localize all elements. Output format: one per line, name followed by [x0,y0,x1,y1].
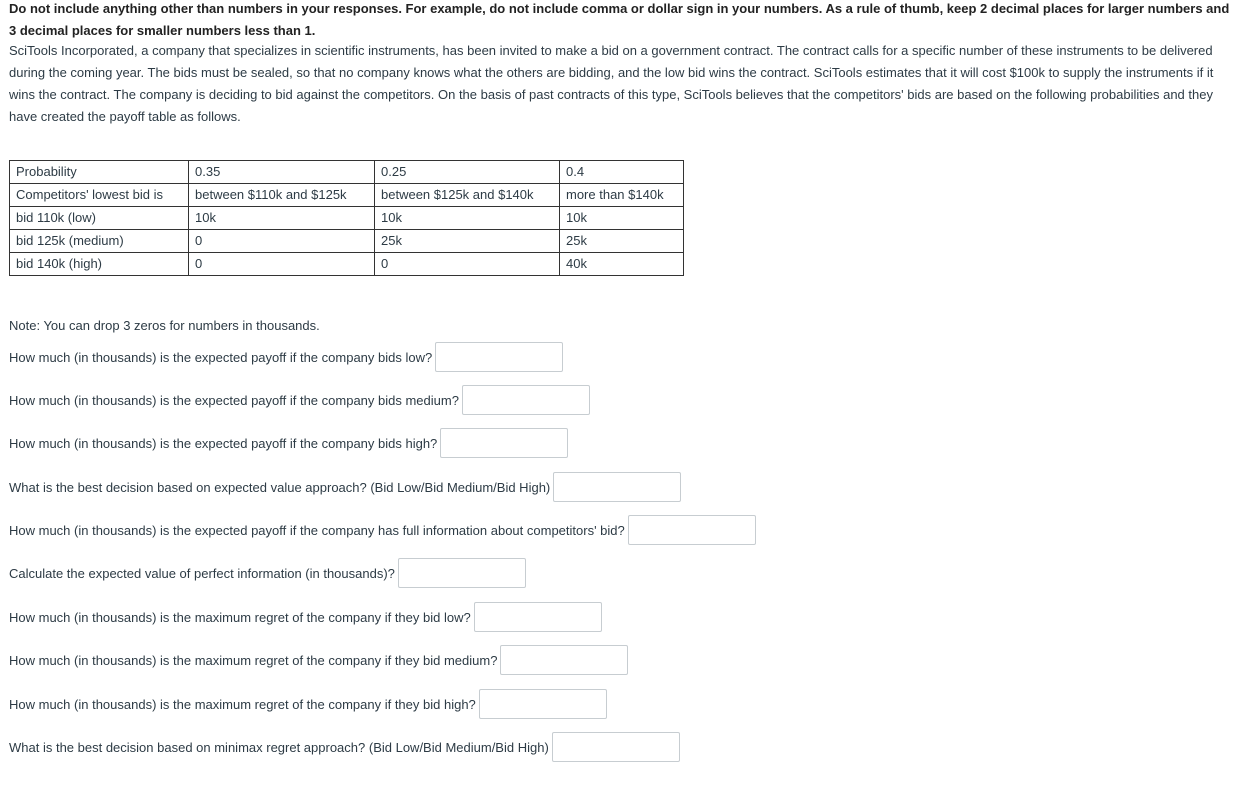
answer-input[interactable] [479,689,607,719]
question-label: How much (in thousands) is the maximum regret of the company if they bid high? [9,696,476,712]
question-max-regret-high [9,687,607,721]
table-cell: 0.35 [189,161,375,184]
table-row [10,184,684,207]
table-cell: 25k [375,230,560,253]
table-cell: 0 [189,253,375,276]
problem-statement: SciTools Incorporated, a company that specializes in scientific instruments, has been invited to make a bid on a government contract. The contract calls for a specific number of these instruments to be delivered during the coming year. The bids must be sealed, so that no company knows what the others are bidding, and the low bid wins the contract. SciTools estimates that it will cost $100k to supply the instruments if it wins the contract. The company is deciding to bid against the competitors. On the basis of past contracts of this type, SciTools believes that the competitors' bids are based on the following probabilities and they have created the payoff table as follows. [9,43,1214,124]
question-expected-payoff-low [9,340,563,374]
table-cell: 10k [375,207,560,230]
question-expected-payoff-high [9,426,568,460]
table-cell: 0 [375,253,560,276]
answer-input[interactable] [398,558,526,588]
payoff-table [9,160,684,276]
answer-input[interactable] [462,385,590,415]
question-label: How much (in thousands) is the expected payoff if the company has full information about competitors' bid? [9,522,625,538]
question-label: What is the best decision based on minimax regret approach? (Bid Low/Bid Medium/Bid High) [9,739,549,755]
question-label: How much (in thousands) is the maximum regret of the company if they bid medium? [9,652,498,668]
question-best-decision-ev [9,470,681,504]
table-row [10,230,684,253]
instructions: Do not include anything other than numbers in your responses. For example, do not include comma or dollar sign in your numbers. As a rule of thumb, keep 2 decimal places for larger numbers and 3 decimal places for smaller numbers less than 1. [9,1,1230,38]
table-cell: bid 125k (medium) [10,230,189,253]
question-expected-payoff-full-info [9,513,756,547]
answer-input[interactable] [435,342,563,372]
answer-input[interactable] [628,515,756,545]
note-text: Note: You can drop 3 zeros for numbers in thousands. [9,318,320,333]
table-cell: 0.4 [560,161,684,184]
table-cell: 0.25 [375,161,560,184]
question-expected-payoff-medium [9,383,590,417]
table-row [10,161,684,184]
table-cell: 10k [189,207,375,230]
question-max-regret-low [9,600,602,634]
question-label: How much (in thousands) is the expected payoff if the company bids high? [9,435,438,451]
answer-input[interactable] [500,645,628,675]
question-evpi [9,556,526,590]
answer-input[interactable] [552,732,680,762]
table-cell: between $125k and $140k [375,184,560,207]
answer-input[interactable] [440,428,568,458]
question-label: How much (in thousands) is the expected payoff if the company bids low? [9,349,433,365]
table-cell: 25k [560,230,684,253]
answer-input[interactable] [553,472,681,502]
table-cell: more than $140k [560,184,684,207]
table-cell: Competitors' lowest bid is [10,184,189,207]
table-cell: 10k [560,207,684,230]
table-cell: bid 140k (high) [10,253,189,276]
question-label: How much (in thousands) is the expected payoff if the company bids medium? [9,392,459,408]
table-row [10,207,684,230]
table-cell: between $110k and $125k [189,184,375,207]
table-row [10,253,684,276]
question-label: Calculate the expected value of perfect information (in thousands)? [9,565,395,581]
question-best-decision-minimax [9,730,680,764]
answer-input[interactable] [474,602,602,632]
question-label: What is the best decision based on expected value approach? (Bid Low/Bid Medium/Bid High) [9,479,551,495]
table-cell: Probability [10,161,189,184]
table-cell: 0 [189,230,375,253]
question-label: How much (in thousands) is the maximum regret of the company if they bid low? [9,609,471,625]
question-max-regret-medium [9,643,628,677]
table-cell: 40k [560,253,684,276]
table-cell: bid 110k (low) [10,207,189,230]
